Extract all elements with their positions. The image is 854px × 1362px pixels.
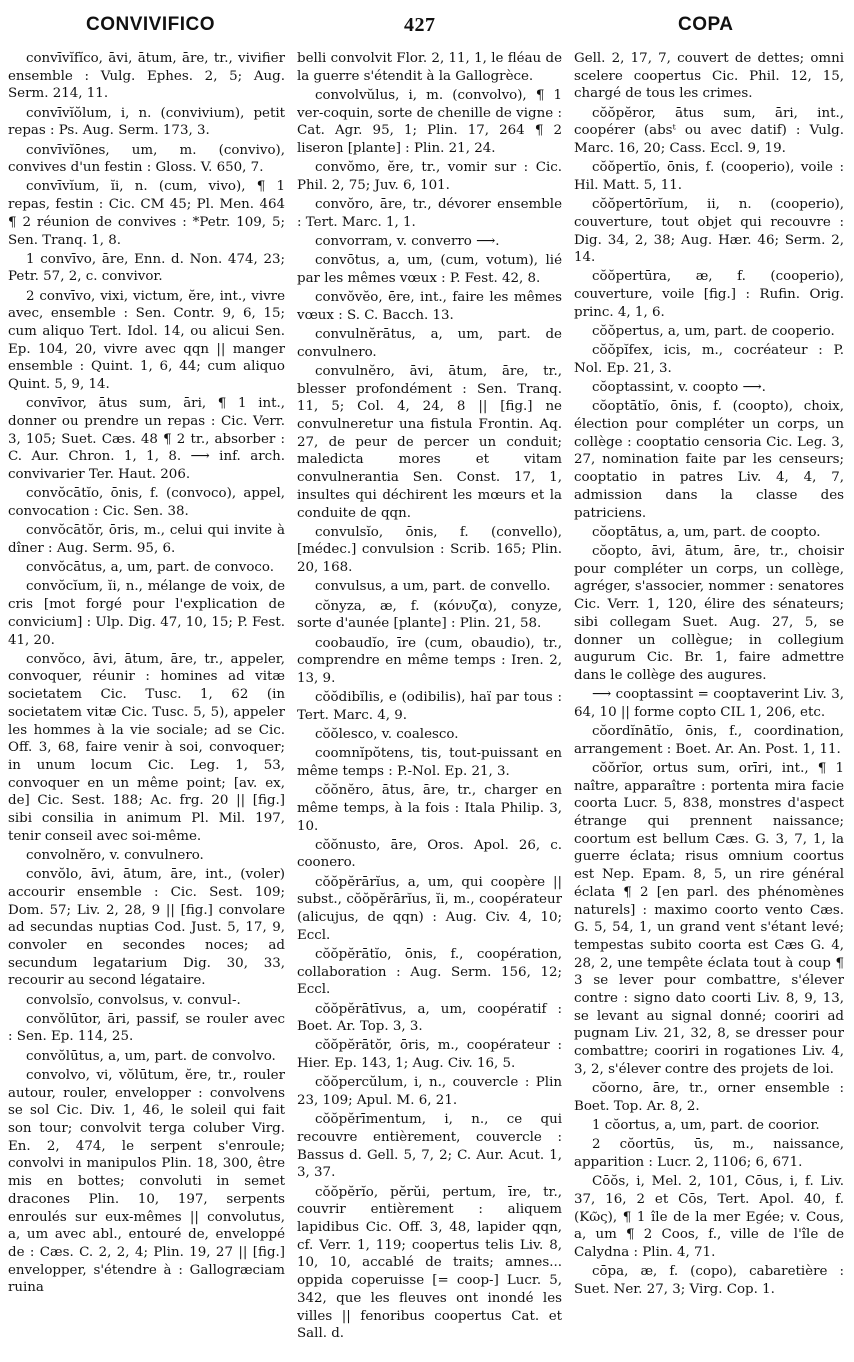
page-header — [0, 14, 854, 44]
dictionary-entry: convolvŭlus, i, m. (convolvo), ¶ 1 ver-coquin, sorte de chenille de vigne : Cat. Agr. 95, 1; Plin. 17, 264 ¶ 2 liseron [plante] : Plin. 21, 24. — [297, 87, 562, 157]
column-right — [574, 50, 844, 1355]
dictionary-entry: convŏro, āre, tr., dévorer ensemble : Tert. Marc. 1, 1. — [297, 197, 562, 230]
dictionary-entry: Gell. 2, 17, 7, couvert de dettes; omni scelere coopertus Cic. Phil. 12, 15, chargé de tous les crimes. — [574, 51, 844, 102]
dictionary-entry: convŏcātĭo, ōnis, f. (convoco), appel, convocation : Cic. Sen. 38. — [8, 486, 285, 520]
dictionary-entry: convŏlūtus, a, um, part. de convolvo. — [26, 1048, 276, 1064]
dictionary-entry: convŏmo, ĕre, tr., vomir sur : Cic. Phil. 2, 75; Juv. 6, 101. — [297, 160, 562, 193]
dictionary-entry: convīvĭum, ĭi, n. (cum, vivo), ¶ 1 repas, festin : Cic. CM 45; Pl. Men. 464 ¶ 2 réunion de convives : *Petr. 109, 5; Sen. Tranq. 1, 8. — [8, 179, 285, 248]
dictionary-entry: cŏŏpĭfex, icis, m., cocréateur : P. Nol. Ep. 21, 3. — [574, 343, 844, 376]
dictionary-entry: coomnĭpŏtens, tis, tout-puissant en même temps : P.-Nol. Ep. 21, 3. — [297, 746, 562, 779]
dictionary-entry: cōpa, æ, f. (copo), cabaretière : Suet. Ner. 27, 3; Virg. Cop. 1. — [574, 1264, 844, 1297]
dictionary-entry: cŏŏpĕror, ātus sum, āri, int., coopérer (absᵗ ou avec datif) : Vulg. Marc. 16, 20; Cass. Eccl. 9, 19. — [574, 105, 844, 157]
dictionary-entry: cŏŏnĕro, ātus, āre, tr., charger en même temps, à la fois : Itala Philip. 3, 10. — [297, 783, 562, 834]
dictionary-entry: cŏoptātus, a, um, part. de coopto. — [592, 524, 821, 540]
dictionary-entry: convolsĭo, convolsus, v. convul-. — [26, 992, 241, 1008]
dictionary-entry: cŏŏpercŭlum, i, n., couvercle : Plin 23, 109; Apul. M. 6, 21. — [297, 1075, 562, 1109]
dictionary-entry: convīvĭōnes, um, m. (convivo), convives d'un festin : Gloss. V. 650, 7. — [8, 142, 285, 176]
dictionary-entry: convŏcātus, a, um, part. de convoco. — [26, 560, 275, 576]
dictionary-entry: convīvĭŏlum, i, n. (convivium), petit repas : Ps. Aug. Serm. 173, 3. — [8, 105, 285, 139]
dictionary-entry: 1 cŏortus, a, um, part. de coorior. — [592, 1117, 820, 1133]
dictionary-entry: cŏordĭnātĭo, ōnis, f., coordination, arrangement : Boet. Ar. An. Post. 1, 11. — [574, 724, 844, 757]
dictionary-entry: Cōŏs, i, Mel. 2, 101, Cōus, i, f. Liv. 37, 16, 2 et Cōs, Tert. Apol. 40, f. (Κῶς), ¶ 1 île de la mer Egée; v. Cous, a, um ¶ 2 Coos, f., ville de l'île de Calydna : Plin. 4, 71. — [574, 1174, 844, 1260]
dictionary-entry: cŏŏpĕrīmentum, i, n., ce qui recouvre entièrement, couvercle : Bassus d. Gell. 5, 7, 2; C. Aur. Acut. 1, 3, 37. — [297, 1112, 562, 1181]
dictionary-entry: cŏŏpĕrĭo, pĕrŭi, pertum, īre, tr., couvrir entièrement : aliquem lapidibus Cic. Off. 3, 48, lapider qqn, cf. Verr. 1, 119; coopertus telis Liv. 8, 10, 10, accablé de traits; amnes... oppida coperuisse [= coop-] Lucr. 5, 342, que les fleuves ont inondé les villes || fenoribus coopertus Cat. et Sall. d. — [297, 1184, 562, 1342]
dictionary-entry: cŏŏpĕrātīvus, a, um, coopératif : Boet. Ar. Top. 3, 3. — [297, 1001, 562, 1035]
dictionary-entry: convīvor, ātus sum, āri, ¶ 1 int., donner ou prendre un repas : Cic. Verr. 3, 105; Suet. Cæs. 48 ¶ 2 tr., absorber : C. Aur. Chron. 1, 1, 8. ⟶ inf. arch. convivarier Ter. Haut. 206. — [8, 396, 285, 483]
dictionary-entry: convŏco, āvi, ātum, āre, tr., appeler, convoquer, réunir : homines ad vitæ societatem Cic. Tusc. 1, 62 (in societatem vitæ Cic. Tusc. 5, 5), appeler les hommes à la vie sociale; ad se Cic. Off. 3, 68, faire venir à soi, convoquer; in unum locum Cic. Leg. 1, 53, convoquer en un même point; [av. ex, de] Cic. Sest. 188; Ac. frg. 20 || [fig.] sibi consilia in animum Pl. Mil. 197, tenir conseil avec soi-même. — [8, 651, 285, 844]
dictionary-entry: cŏŏpertōrĭum, ii, n. (cooperio), couverture, tout objet qui recouvre : Dig. 34, 2, 38; Aug. Hær. 46; Serm. 2, 14. — [574, 197, 844, 266]
dictionary-entry: cŏŏpertĭo, ōnis, f. (cooperio), voile : Hil. Matt. 5, 11. — [574, 160, 844, 193]
dictionary-entry: convolnĕro, v. convulnero. — [26, 847, 204, 863]
dictionary-entry: cŏopto, āvi, ātum, āre, tr., choisir pour compléter un corps, un collège, agréger, s'associer, nommer : senatores Cic. Verr. 1, 120, élire des sénateurs; sibi collegam Suet. Aug. 27, 5, se donner un collègue; in collegium augurum Cic. Br. 1, faire admettre dans le collège des augures. — [574, 543, 844, 683]
dictionary-entry: cŏŏpertus, a, um, part. de cooperio. — [592, 324, 835, 340]
dictionary-entry: convulsĭo, ōnis, f. (convello), [médec.] convulsion : Scrib. 165; Plin. 20, 168. — [297, 524, 562, 576]
running-head-left: CONVIVIFICO — [86, 14, 216, 35]
dictionary-entry: cŏŏpĕrātĭo, ōnis, f., coopération, collaboration : Aug. Serm. 156, 12; Eccl. — [297, 946, 562, 998]
dictionary-entry: convīvĭfĭco, āvi, ātum, āre, tr., vivifier ensemble : Vulg. Ephes. 2, 5; Aug. Serm. 214, 11. — [8, 51, 285, 102]
dictionary-entry: convŏcĭum, ĭi, n., mélange de voix, de cris [mot forgé pour l'explication de convicium] : Ulp. Dig. 47, 10, 15; P. Fest. 41, 20. — [8, 579, 285, 648]
dictionary-entry: cŏnyza, æ, f. (κόνυζα), conyze, sorte d'aunée [plante] : Plin. 21, 58. — [297, 598, 562, 632]
page-number: 427 — [404, 14, 436, 36]
dictionary-entry: cŏŏpĕrārĭus, a, um, qui coopère || subst., cŏŏpĕrārĭus, ĭi, m., coopérateur (alicujus, de qqn) : Aug. Civ. 4, 10; Eccl. — [297, 874, 562, 943]
column-middle — [297, 50, 562, 1355]
dictionary-entry: cŏorno, āre, tr., orner ensemble : Boet. Top. Ar. 8, 2. — [574, 1081, 844, 1114]
dictionary-entry: convulsus, a um, part. de convello. — [315, 579, 551, 595]
dictionary-entry: cŏoptātĭo, ōnis, f. (coopto), choix, élection pour compléter un corps, un collège : cooptatio censoria Cic. Leg. 3, 27, nomination faite par les censeurs; cooptatio in patres Liv. 4, 4, 7, admission dans la classe des patriciens. — [574, 399, 844, 521]
dictionary-entry: 2 convīvo, vixi, victum, ĕre, int., vivre avec, ensemble : Sen. Contr. 9, 6, 15; cum aliquo Tert. Idol. 14, ou alicui Sen. Ep. 104, 20, vivre avec qqn || manger ensemble : Quint. 1, 6, 44; cum aliquo Quint. 5, 9, 14. — [8, 288, 285, 393]
dictionary-entry: cŏŏnusto, āre, Oros. Apol. 26, c. coonero. — [297, 837, 562, 871]
dictionary-entry: convŏvĕo, ēre, int., faire les mêmes vœux : S. C. Bacch. 13. — [297, 290, 562, 323]
dictionary-entry: cŏŏpĕrātŏr, ōris, m., coopérateur : Hier. Ep. 143, 1; Aug. Civ. 16, 5. — [297, 1038, 562, 1072]
dictionary-entry: cŏoptassint, v. coopto ⟶. — [592, 380, 766, 396]
dictionary-entry: convŏlo, āvi, ātum, āre, int., (voler) accourir ensemble : Cic. Sest. 109; Dom. 57; Liv. 2, 28, 9 || [fig.] convolare ad secundas nuptias Cod. Just. 5, 17, 9, convoler en secondes noces; ad secundum legatarium Dig. 30, 33, recourir au second légataire. — [8, 867, 285, 989]
dictionary-entry: convulnĕrātus, a, um, part. de convulnero. — [297, 327, 562, 360]
dictionary-entry: cŏŏrĭor, ortus sum, orīri, int., ¶ 1 naître, apparaître : portenta mira facie coorta Lucr. 5, 838, monstres d'aspect étrange qui prennent naissance; coortum est bellum Cæs. G. 3, 7, 1, la guerre éclata; risus omnium coortus est Nep. Epam. 8, 5, un rire général éclata ¶ 2 [en parl. des phénomènes naturels] : maximo coorto vento Cæs. G. 5, 54, 1, un grand vent s'étant levé; tempestas subito coorta est Cæs G. 4, 28, 2, une tempête éclata tout à coup ¶ 3 se lever pour combattre, s'élever contre : signo dato coorti Liv. 8, 9, 13, se levant au signal donné; cooriri ad pugnam Liv. 21, 32, 8, se dresser pour combattre; cooriri in rogationes Liv. 4, 3, 2, s'élever contre des projets de loi. — [574, 760, 844, 1077]
dictionary-entry: convulnĕro, āvi, ātum, āre, tr., blesser profondément : Sen. Tranq. 11, 5; Col. 4, 24, 8 || [fig.] ne convulneretur una fistula Frontin. Aq. 27, de peur de percer un conduit; maledicta mores et vitam convulnerantia Sen. Const. 17, 1, insultes qui déchirent les mœurs et la conduite de qqn. — [297, 363, 562, 521]
dictionary-entry: convorram, v. converro ⟶. — [315, 234, 500, 250]
dictionary-entry: 2 cŏortūs, ūs, m., naissance, apparition : Lucr. 2, 1106; 6, 671. — [574, 1137, 844, 1170]
dictionary-entry: belli convolvit Flor. 2, 11, 1, le fléau de la guerre s'étendit à la Gallogrèce. — [297, 51, 562, 84]
dictionary-entry: ⟶ cooptassint = cooptaverint Liv. 3, 64, 10 || forme copto CIL 1, 206, etc. — [574, 687, 844, 720]
dictionary-entry: coobaudĭo, īre (cum, obaudio), tr., comprendre en même temps : Iren. 2, 13, 9. — [297, 635, 562, 686]
column-left — [8, 50, 285, 1355]
running-head-right: COPA — [678, 14, 734, 35]
dictionary-entry: cŏŏpertūra, æ, f. (cooperio), couverture, voile [fig.] : Rufin. Orig. princ. 4, 1, 6. — [574, 269, 844, 320]
dictionary-entry: 1 convīvo, āre, Enn. d. Non. 474, 23; Petr. 57, 2, c. convivor. — [8, 251, 285, 285]
dictionary-entry: convolvo, vi, vŏlūtum, ĕre, tr., rouler autour, rouler, envelopper : convolvens se sol Cic. Div. 1, 46, le soleil qui fait son tour; convolvit terga coluber Virg. En. 2, 474, le serpent s'enroule; convolvi in manipulos Plin. 18, 300, être mis en bottes; convoluti in semet dracones Plin. 10, 197, serpents enroulés sur eux-mêmes || convolutus, a, um avec abl., entouré de, enveloppé de : Cæs. C. 2, 2, 4; Plin. 19, 27 || [fig.] envelopper, s'étendre à : Gallogræciam ruina — [8, 1067, 285, 1296]
dictionary-entry: convōtus, a, um, (cum, votum), lié par les mêmes vœux : P. Fest. 42, 8. — [297, 253, 562, 286]
dictionary-entry: convŏlūtor, āri, passif, se rouler avec : Sen. Ep. 114, 25. — [8, 1011, 285, 1045]
dictionary-entry: convŏcātŏr, ōris, m., celui qui invite à dîner : Aug. Serm. 95, 6. — [8, 523, 285, 556]
dictionary-entry: cŏŏlesco, v. coalesco. — [315, 727, 459, 743]
dictionary-entry: cŏŏdibĭlis, e (odibilis), haï par tous : Tert. Marc. 4, 9. — [297, 690, 562, 723]
